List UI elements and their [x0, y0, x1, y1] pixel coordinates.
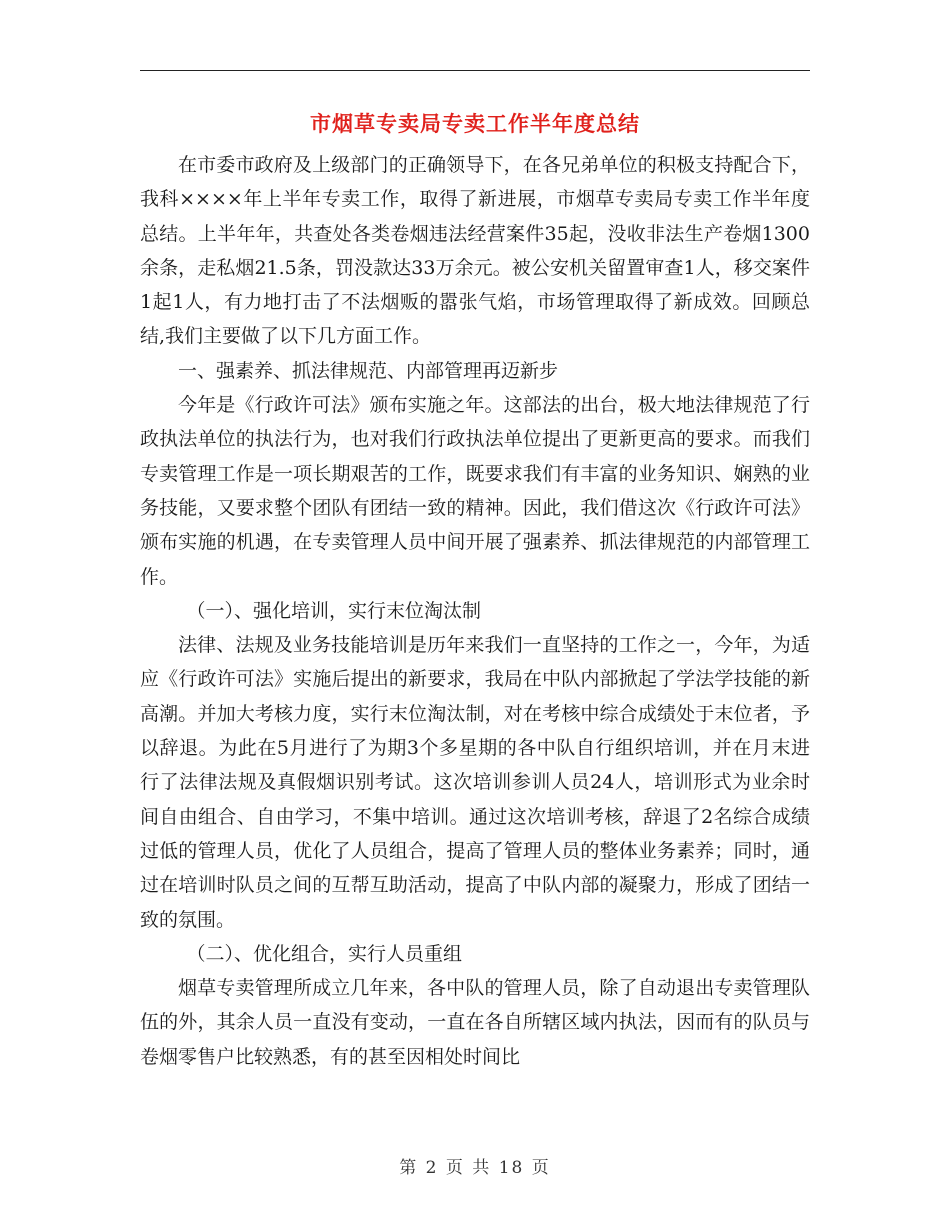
body-paragraph: 今年是《行政许可法》颁布实施之年。这部法的出台，极大地法律规范了行政执法单位的执法行为，也对我们行政执法单位提出了更新更高的要求。而我们专卖管理工作是一项长期艰苦的工作，既要求我们有丰富的业务知识、娴熟的业务技能，又要求整个团队有团结一致的精神。因此，我们借这次《行政许可法》颁布实施的机遇，在专卖管理人员中间开展了强素养、抓法律规范的内部管理工作。: [140, 394, 810, 588]
section-heading: 一、强素养、抓法律规范、内部管理再迈新步: [178, 359, 559, 382]
document-title: 市烟草专卖局专卖工作半年度总结: [310, 112, 640, 136]
body-paragraph: 法律、法规及业务技能培训是历年来我们一直坚持的工作之一，今年，为适应《行政许可法》实施后提出的新要求，我局在中队内部掀起了学法学技能的新高潮。并加大考核力度，实行末位淘汰制，对在考核中综合成绩处于末位者，予以辞退。为此在5月进行了为期3个多星期的各中队自行组织培训，并在月末进行了法律法规及真假烟识别考试。这次培训参训人员24人，培训形式为业余时间自由组合、自由学习，不集中培训。通过这次培训考核，辞退了2名综合成绩过低的管理人员，优化了人员组合，提高了管理人员的整体业务素养；同时，通过在培训时队员之间的互帮互助活动，提高了中队内部的凝聚力，形成了团结一致的氛围。: [140, 634, 810, 931]
header-rule: [140, 70, 810, 71]
document-body: [140, 148, 810, 1074]
intro-paragraph: 在市委市政府及上级部门的正确领导下，在各兄弟单位的积极支持配合下，我科××××年上半年专卖工作，取得了新进展，市烟草专卖局专卖工作半年度总结。上半年年，共查处各类卷烟违法经营案件35起，没收非法生产卷烟1300余条，走私烟21.5条，罚没款达33万余元。被公安机关留置审查1人，移交案件1起1人，有力地打击了不法烟贩的嚣张气焰，市场管理取得了新成效。回顾总结,我们主要做了以下几方面工作。: [140, 154, 810, 348]
subsection-heading: （一）、强化培训，实行末位淘汰制: [186, 599, 482, 622]
page-number: 第 2 页 共 18 页: [399, 1158, 551, 1178]
body-paragraph: 烟草专卖管理所成立几年来，各中队的管理人员，除了自动退出专卖管理队伍的外，其余人员一直没有变动，一直在各自所辖区域内执法，因而有的队员与卷烟零售户比较熟悉，有的甚至因相处时间比: [140, 977, 810, 1068]
subsection-heading: （二）、优化组合，实行人员重组: [186, 942, 463, 965]
